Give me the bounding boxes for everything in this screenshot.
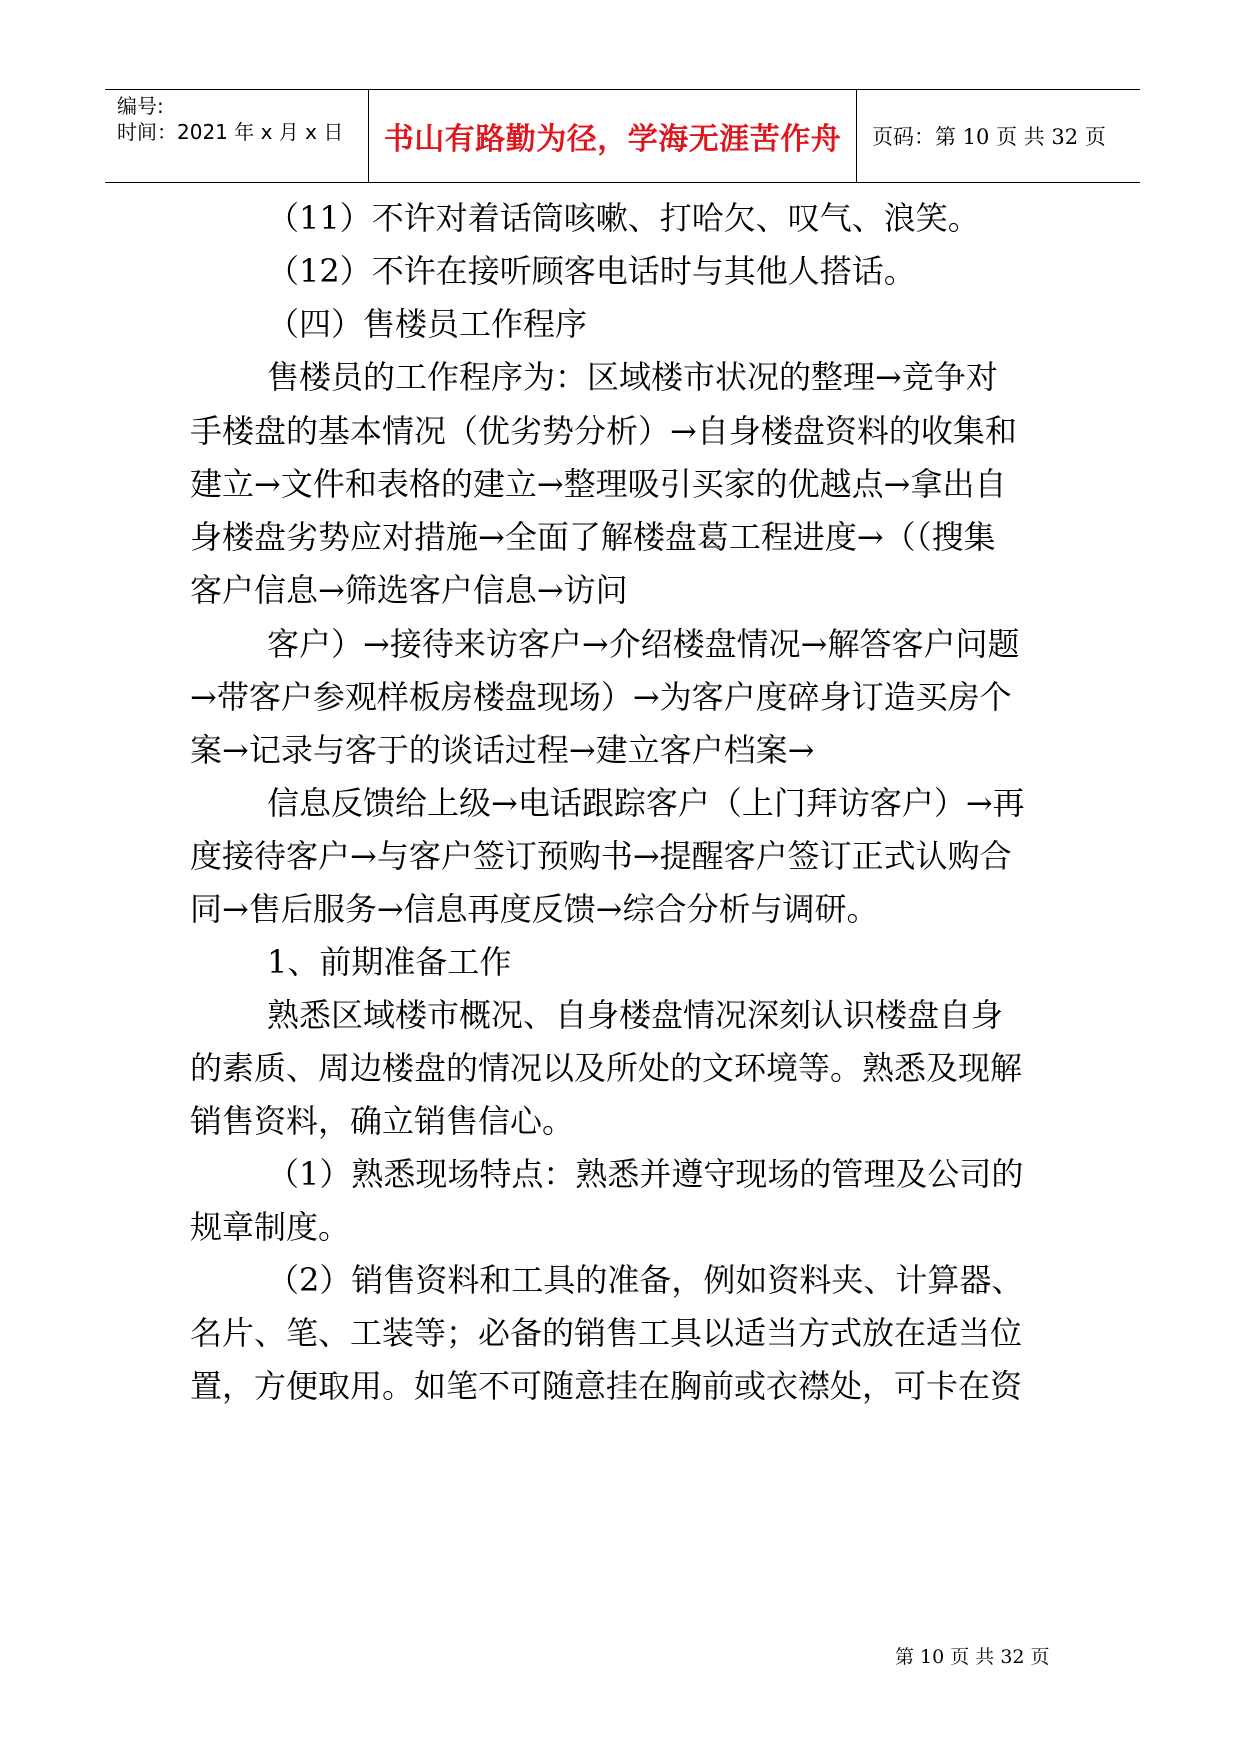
header-meta (105, 90, 369, 182)
body-line: 熟悉区域楼市概况、自身楼盘情况深刻认识楼盘自身 (267, 996, 1004, 1034)
page-footer: 第 10 页 共 32 页 (895, 1646, 1050, 1668)
body-line: （1）熟悉现场特点：熟悉并遵守现场的管理及公司的 (267, 1155, 1024, 1193)
body-line: 同→售后服务→信息再度反馈→综合分析与调研。 (190, 890, 879, 928)
body-line: 案→记录与客于的谈话过程→建立客户档案→ (190, 731, 815, 769)
body-line: 的素质、周边楼盘的情况以及所处的文环境等。熟悉及现解 (190, 1049, 1023, 1087)
body-line: 置，方便取用。如笔不可随意挂在胸前或衣襟处，可卡在资 (190, 1367, 1023, 1405)
body-line: →带客户参观样板房楼盘现场）→为客户度碎身订造买房个 (190, 678, 1012, 716)
body-line: 销售资料，确立销售信心。 (190, 1102, 575, 1140)
body-line: 售楼员的工作程序为：区域楼市状况的整理→竞争对 (267, 358, 998, 396)
section-heading: 1、前期准备工作 (267, 943, 512, 981)
section-heading: （四）售楼员工作程序 (267, 305, 588, 343)
body-line: 规章制度。 (190, 1208, 351, 1246)
header-page-info: 页码：第 10 页 共 32 页 (872, 125, 1106, 149)
page-header (105, 89, 1140, 183)
body-line: （12）不许在接听顾客电话时与其他人搭话。 (267, 252, 916, 290)
number-label: 编号: (117, 94, 164, 118)
body-line: 身楼盘劣势应对措施→全面了解楼盘葛工程进度→（（搜集 (190, 518, 996, 556)
body-line: 手楼盘的基本情况（优劣势分析）→自身楼盘资料的收集和 (190, 412, 1017, 450)
body-line: 建立→文件和表格的建立→整理吸引买家的优越点→拿出自 (190, 465, 1007, 503)
body-line: （11）不许对着话筒咳嗽、打哈欠、叹气、浪笑。 (267, 199, 980, 237)
body-line: 信息反馈给上级→电话跟踪客户（上门拜访客户）→再 (267, 784, 1025, 822)
time-label: 时间：2021 年 x 月 x 日 (117, 120, 344, 144)
body-line: 客户信息→筛选客户信息→访问 (190, 571, 628, 609)
header-motto: 书山有路勤为径，学海无涯苦作舟 (369, 90, 857, 182)
body-line: 度接待客户→与客户签订预购书→提醒客户签订正式认购合 (190, 837, 1012, 875)
body-line: 客户）→接待来访客户→介绍楼盘情况→解答客户问题 (267, 625, 1020, 663)
body-line: （2）销售资料和工具的准备，例如资料夹、计算器、 (267, 1261, 1024, 1299)
body-line: 名片、笔、工装等；必备的销售工具以适当方式放在适当位 (190, 1314, 1023, 1352)
